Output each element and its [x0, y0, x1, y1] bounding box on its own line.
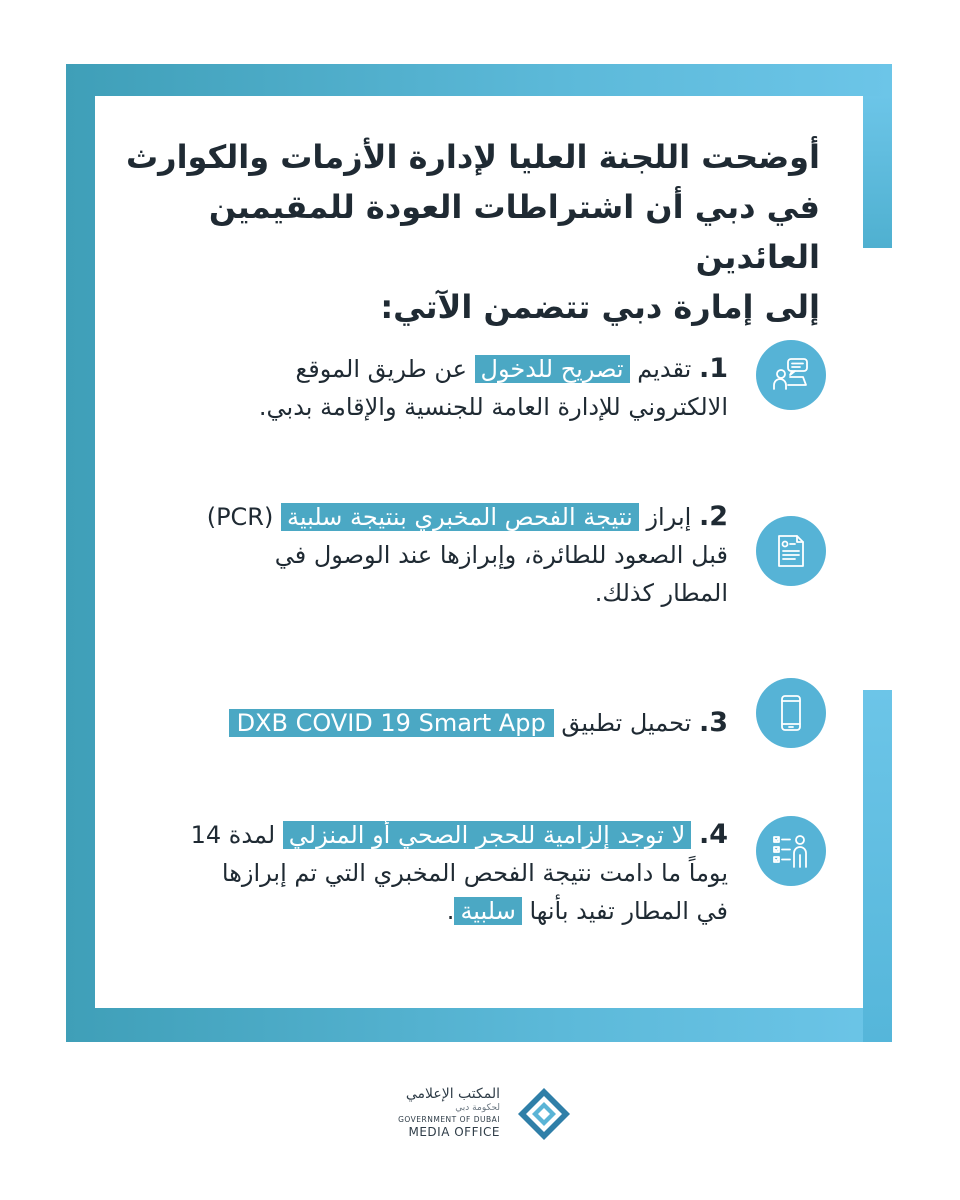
- item-number: 2.: [698, 501, 728, 532]
- item-text: تقديم: [629, 355, 692, 383]
- title-line-2: في دبي أن اشتراطات العودة للمقيمين العائدين: [208, 188, 820, 276]
- item-highlight: تصريح للدخول: [475, 355, 630, 383]
- item-number: 3.: [698, 707, 728, 738]
- item-text: المطار كذلك.: [594, 579, 728, 607]
- item-text: إبراز: [638, 503, 692, 531]
- item-text: عن طريق الموقع: [295, 355, 475, 383]
- item-highlight: سلبية: [454, 897, 521, 925]
- frame-accent-top: [863, 96, 892, 248]
- title-line-1: أوضحت اللجنة العليا لإدارة الأزمات والكوارث: [125, 138, 820, 176]
- logo-en-line1: GOVERNMENT OF DUBAI: [398, 1115, 500, 1124]
- title-line-3: إلى إمارة دبي تتضمن الآتي:: [380, 288, 820, 326]
- logo-ar-title: المكتب الإعلامي: [405, 1086, 500, 1102]
- media-office-logo: [390, 1086, 580, 1146]
- item-number: 1.: [698, 353, 728, 384]
- frame-gap: [863, 248, 892, 690]
- frame-accent-right: [863, 690, 892, 1042]
- item-highlight: DXB COVID 19 Smart App: [229, 709, 554, 737]
- item-text: (PCR): [206, 503, 281, 531]
- list-item-3: [148, 704, 728, 742]
- chat-support-icon: [756, 340, 826, 410]
- item-text: تحميل تطبيق: [553, 709, 692, 737]
- item-text: لمدة 14: [190, 821, 283, 849]
- item-text: .: [446, 897, 455, 925]
- logo-ar-sub: لحكومة دبي: [455, 1103, 500, 1113]
- item-text: قبل الصعود للطائرة، وإبرازها عند الوصول في: [274, 541, 728, 569]
- smartphone-icon: [756, 678, 826, 748]
- list-item-2: [148, 498, 728, 612]
- checklist-person-icon: [756, 816, 826, 886]
- item-text: في المطار تفيد بأنها: [521, 897, 728, 925]
- logo-text: [398, 1086, 500, 1139]
- item-highlight: لا توجد إلزامية للحجر الصحي أو المنزلي: [283, 821, 692, 849]
- list-item-4: [148, 816, 728, 930]
- list-item-1: [148, 350, 728, 426]
- item-highlight: نتيجة الفحص المخبري بنتيجة سلبية: [281, 503, 639, 531]
- item-text: الالكتروني للإدارة العامة للجنسية والإقامة بدبي.: [258, 393, 728, 421]
- page-title: [120, 132, 820, 332]
- item-number: 4.: [698, 819, 728, 850]
- logo-diamond-icon: [516, 1086, 572, 1142]
- item-text: يوماً ما دامت نتيجة الفحص المخبري التي تم إبرازها: [221, 859, 728, 887]
- document-icon: [756, 516, 826, 586]
- logo-en-line2: MEDIA OFFICE: [408, 1125, 500, 1139]
